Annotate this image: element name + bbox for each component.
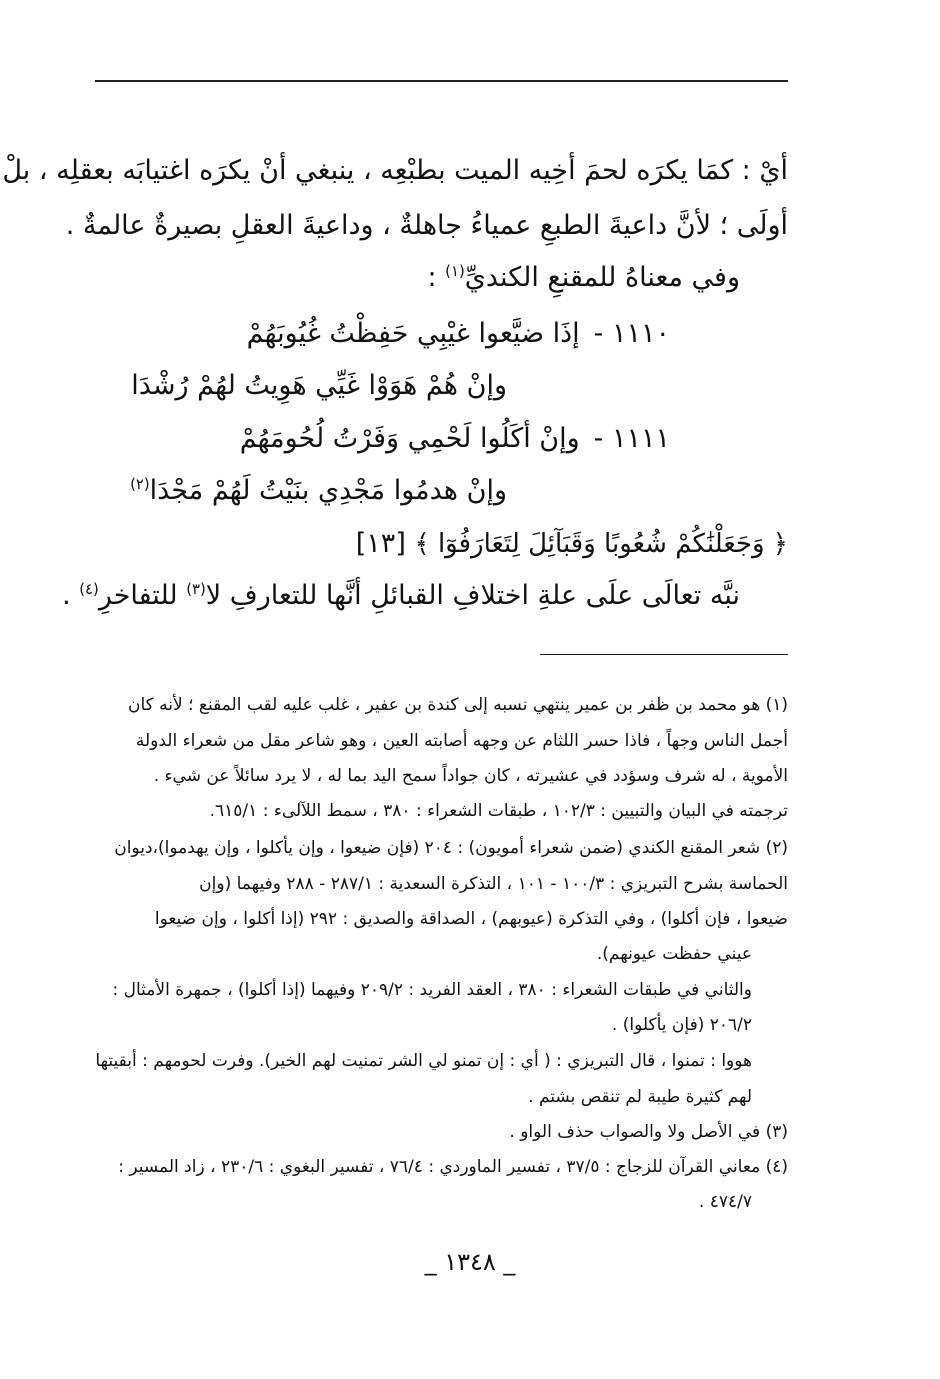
verse-number-1111: ١١١١ - [593, 423, 670, 454]
footnote-2-line-5: والثاني في طبقات الشعراء : ٣٨٠ ، العقد الفريد : ٢٠٩/٢ وفيهما (إذا أكلوا) ، جمهرة الأمثال : [112, 980, 752, 1000]
commentary-text-2: للتفاخرِ [98, 580, 187, 611]
footnote-1-line-2: أجمل الناس وجهاً ، فاذا حسر اللثام عن وجهه أصابته العين ، وهو شاعر مقل من شعراء الدولة [135, 731, 788, 751]
footnote-4-line-2: ٤٧٤/٧ . [698, 1192, 752, 1212]
footnote-2-line-2: الحماسة بشرح التبريزي : ١٠٠/٣ - ١٠١ ، التذكرة السعدية : ٢٨٧/١ - ٢٨٨ وفيهما (وإن [199, 874, 788, 894]
verse-1-text: إذَا ضيَّعوا غيْبِي حَفِظْتُ غُيُوبَهُمْ [246, 318, 580, 349]
footnote-1-line-4: ترجمته في البيان والتبيين : ١٠٢/٣ ، طبقات الشعراء : ٣٨٠ ، سمط اللآلىء : ٦١٥/١. [209, 801, 788, 821]
footnote-rule [540, 654, 788, 655]
quran-verse-line [356, 528, 788, 559]
verse-3 [240, 423, 670, 454]
verse-1 [247, 318, 670, 349]
footnote-2-line-6: ٢٠٦/٢ (فإن يأكلوا) . [611, 1015, 752, 1035]
body-line-2: أولَى ؛ لأنَّ داعيةَ الطبعِ عمياءُ جاهلةٌ ، وداعيةَ العقلِ بصيرةٌ عالمةٌ . [65, 210, 788, 241]
footnote-1-line-1: (١) هو محمد بن ظفر بن عمير ينتهي نسبه إلى كندة بن عفير ، غلب عليه لقب المقنع ؛ لأنه كان [128, 695, 788, 715]
footnote-4-line-1: (٤) معاني القرآن للزجاج : ٣٧/٥ ، تفسير الماوردي : ٧٦/٤ ، تفسير البغوي : ٢٣٠/٦ ، زاد المسير : [118, 1157, 788, 1177]
quran-verse: ﴿ وَجَعَلْنَٰكُمْ شُعُوبًا وَقَبَآئِلَ لِتَعَارَفُوٓا ﴾ [414, 529, 788, 559]
footnote-2-line-1: (٢) شعر المقنع الكندي (ضمن شعراء أمويون) : ٢٠٤ (فإن ضيعوا ، وإن يأكلوا ، وإن يهدموا)،ديوان [114, 838, 788, 858]
commentary-text: نبَّه تعالَى علَى علةِ اختلافِ القبائلِ أنَّها للتعارفِ لا [205, 580, 740, 611]
page-number: _ ١٣٤٨ _ [424, 1248, 516, 1276]
verse-reference: [١٣] [355, 528, 406, 559]
body-line-3 [427, 262, 740, 293]
header-rule [95, 80, 788, 82]
footnote-ref-1: (١) [445, 262, 465, 280]
verse-number-1110: ١١١٠ - [593, 318, 670, 349]
footnote-2-line-8: لهم كثيرة طيبة لم تنقص بشتم . [528, 1087, 752, 1107]
poet-intro: وفي معناهُ للمقنعِ الكنديِّ [464, 262, 740, 293]
verse-4-text: وإنْ هدمُوا مَجْدِي بنَيْتُ لَهُمْ مَجْدَا [149, 475, 507, 506]
period: . [62, 580, 80, 611]
footnote-2-line-7: هووا : تمنوا ، قال التبريزي : ( أي : إن تمنو لي الشر تمنيت لهم الخير). وفرت لحومهم : أبقيتها [95, 1051, 752, 1071]
footnote-2-line-3: ضيعوا ، فإن أكلوا) ، وفي التذكرة (عيوبهم) ، الصداقة والصديق : ٢٩٢ (إذا أكلوا ، وإن ضيعوا [154, 909, 788, 929]
verse-4 [130, 475, 507, 506]
footnote-ref-3: (٣) [186, 580, 206, 598]
body-line-1: أيْ : كمَا يكرَه لحمَ أخِيه الميت بطبْعِه ، ينبغي أنْ يكرَه اغتيابَه بعقلِه ، بلْ [2, 155, 788, 186]
footnote-3: (٣) في الأصل ولا والصواب حذف الواو . [509, 1122, 788, 1142]
footnote-2-line-4: عيني حفظت عيونهم). [596, 944, 752, 964]
verse-2: وإنْ هُمْ هَوَوْا غَيِّي هَوِيتُ لهُمْ رُشْدَا [131, 370, 507, 401]
footnote-ref-4: (٤) [79, 580, 99, 598]
verse-3-text: وإنْ أكَلُوا لَحْمِي وَفَرْتُ لُحُومَهُمْ [239, 423, 580, 454]
body-line-8 [62, 580, 740, 611]
colon: : [427, 262, 446, 293]
footnote-1-line-3: الأموية ، له شرف وسؤدد في عشيرته ، كان جواداً سمح اليد بما له ، لا يرد سائلاً عن شيء . [153, 766, 788, 786]
footnote-ref-2: (٢) [130, 475, 150, 493]
